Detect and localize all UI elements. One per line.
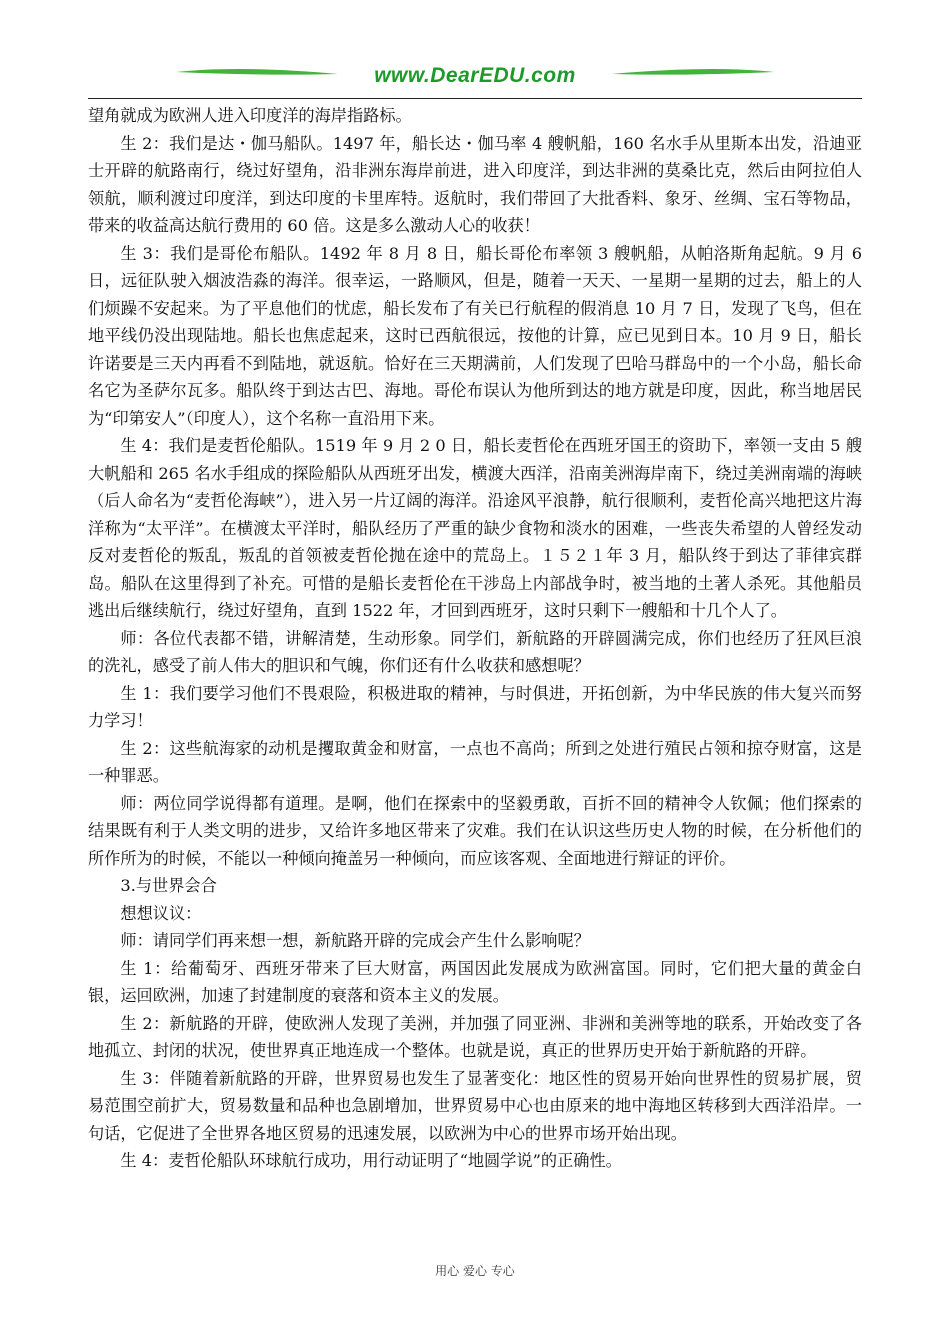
document-body (88, 102, 862, 1175)
paragraph: 生 2：这些航海家的动机是攫取黄金和财富，一点也不高尚；所到之处进行殖民占领和掠夺财富，这是一种罪恶。 (88, 738, 862, 785)
paragraph: 生 4：我们是麦哲伦船队。1519 年 9 月 2 0 日，船长麦哲伦在西班牙国王的资助下，率领一支由 5 艘大帆船和 265 名水手组成的探险船队从西班牙出发，横渡大西洋，沿南美洲海岸南下，绕过美洲南端的海峡（后人命名为“麦哲伦海峡”），进入另一片辽阔的海洋。沿途风平浪静，航行很顺利，麦哲伦高兴地把这片海洋称为“太平洋”。在横渡太平洋时，船队经历了严重的缺少食物和淡水的困难，一些丧失希望的人曾经发动反对麦哲伦的叛乱，叛乱的首领被麦哲伦抛在途中的荒岛上。１５２１年 3 月，船队终于到达了菲律宾群岛。船队在这里得到了补充。可惜的是船长麦哲伦在干涉岛上内部战争时，被当地的土著人杀死。其他船员逃出后继续航行，绕过好望角，直到 1522 年，才回到西班牙，这时只剩下一艘船和十几个人了。 (88, 436, 862, 620)
page-header (88, 60, 862, 100)
paragraph: 师：各位代表都不错，讲解清楚，生动形象。同学们，新航路的开辟圆满完成，你们也经历了狂风巨浪的洗礼，感受了前人伟大的胆识和气魄，你们还有什么收获和感想呢？ (88, 628, 862, 675)
paragraph: 生 2：我们是达・伽马船队。1497 年，船长达・伽马率 4 艘帆船，160 名水手从里斯本出发，沿迪亚士开辟的航路南行，绕过好望角，沿非洲东海岸前进，进入印度洋，到达非洲的莫桑比克，然后由阿拉伯人领航，顺利渡过印度洋，到达印度的卡里库特。返航时，我们带回了大批香料、象牙、丝绸、宝石等物品，带来的收益高达航行费用的 60 倍。这是多么激动人心的收获！ (88, 133, 862, 235)
section-heading: 3.与世界会合 (120, 876, 217, 895)
paragraph: 生 1：给葡萄牙、西班牙带来了巨大财富，两国因此发展成为欧洲富国。同时，它们把大量的黄金白银，运回欧洲，加速了封建制度的衰落和资本主义的发展。 (88, 958, 862, 1005)
paragraph: 生 4：麦哲伦船队环球航行成功，用行动证明了“地圆学说”的正确性。 (120, 1151, 622, 1170)
header-divider (88, 98, 862, 99)
subheading: 想想议议： (120, 903, 202, 923)
paragraph: 师：请同学们再来想一想，新航路开辟的完成会产生什么影响呢？ (120, 931, 590, 950)
paragraph: 生 1：我们要学习他们不畏艰险，积极进取的精神，与时俱进，开拓创新，为中华民族的伟大复兴而努力学习！ (88, 683, 862, 730)
site-logo: www.DearEDU.com (374, 64, 576, 87)
paragraph: 生 3：伴随着新航路的开辟，世界贸易也发生了显著变化：地区性的贸易开始向世界性的贸易扩展，贸易范围空前扩大，贸易数量和品种也急剧增加，世界贸易中心也由原来的地中海地区转移到大西洋沿岸。一句话，它促进了全世界各地区贸易的迅速发展，以欧洲为中心的世界市场开始出现。 (88, 1068, 862, 1143)
page-footer: 用心 爱心 专心 (435, 1264, 515, 1278)
paragraph: 师：两位同学说得都有道理。是啊，他们在探索中的坚毅勇敢，百折不回的精神令人钦佩；他们探索的结果既有利于人类文明的进步，又给许多地区带来了灾难。我们在认识这些历史人物的时候，在分析他们的所作所为的时候，不能以一种倾向掩盖另一种倾向，而应该客观、全面地进行辩证的评价。 (88, 793, 862, 868)
paragraph: 生 3：我们是哥伦布船队。1492 年 8 月 8 日，船长哥伦布率领 3 艘帆船，从帕洛斯角起航。9 月 6 日，远征队驶入烟波浩淼的海洋。很幸运，一路顺风，但是，随着一天天、一星期一星期的过去，船上的人们烦躁不安起来。为了平息他们的忧虑，船长发布了有关已行航程的假消息 10 月 7 日，发现了飞鸟，但在地平线仍没出现陆地。船长也焦虑起来，这时已西航很远，按他的计算，应已见到日本。10 月 9 日，船长许诺要是三天内再看不到陆地，就返航。恰好在三天期满前，人们发现了巴哈马群岛中的一个小岛，船长命名它为圣萨尔瓦多。船队终于到达古巴、海地。哥伦布误认为他所到达的地方就是印度，因此，称当地居民为“印第安人”（印度人），这个名称一直沿用下来。 (88, 243, 862, 428)
paragraph: 生 2：新航路的开辟，使欧洲人发现了美洲，并加强了同亚洲、非洲和美洲等地的联系，开始改变了各地孤立、封闭的状况，使世界真正地连成一个整体。也就是说，真正的世界历史开始于新航路的开辟。 (88, 1013, 862, 1060)
paragraph: 望角就成为欧洲人进入印度洋的海岸指路标。 (88, 106, 412, 125)
